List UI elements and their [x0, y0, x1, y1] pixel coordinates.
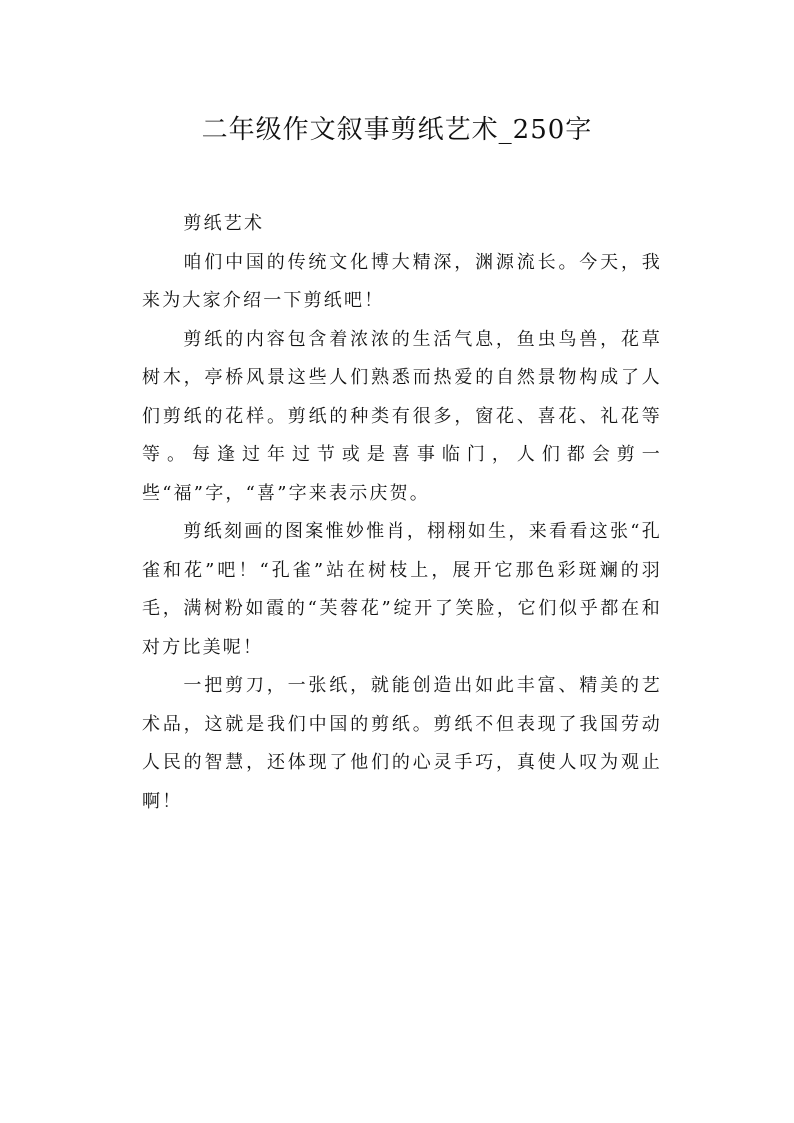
paragraph-2: 剪纸的内容包含着浓浓的生活气息，鱼虫鸟兽，花草树木，亭桥风景这些人们熟悉而热爱的自然景物构成了人们剪纸的花样。剪纸的种类有很多，窗花、喜花、礼花等等。每逢过年过节或是喜事临门，人们都会剪一些“福”字，“喜”字来表示庆贺。 [142, 328, 662, 504]
paragraph-1: 咱们中国的传统文化博大精深，渊源流长。今天，我来为大家介绍一下剪纸吧！ [142, 251, 662, 311]
document-body [142, 205, 662, 821]
essay-subtitle: 剪纸艺术 [183, 213, 265, 234]
paragraph-3: 剪纸刻画的图案惟妙惟肖，栩栩如生，来看看这张“孔雀和花”吧！“孔雀”站在树枝上，展开它那色彩斑斓的羽毛，满树粉如霞的“芙蓉花”绽开了笑脸，它们似乎都在和对方比美呢！ [142, 521, 662, 658]
paragraph-4: 一把剪刀，一张纸，就能创造出如此丰富、精美的艺术品，这就是我们中国的剪纸。剪纸不但表现了我国劳动人民的智慧，还体现了他们的心灵手巧，真使人叹为观止啊！ [142, 675, 662, 812]
document-title: 二年级作文叙事剪纸艺术_250字 [201, 115, 593, 145]
